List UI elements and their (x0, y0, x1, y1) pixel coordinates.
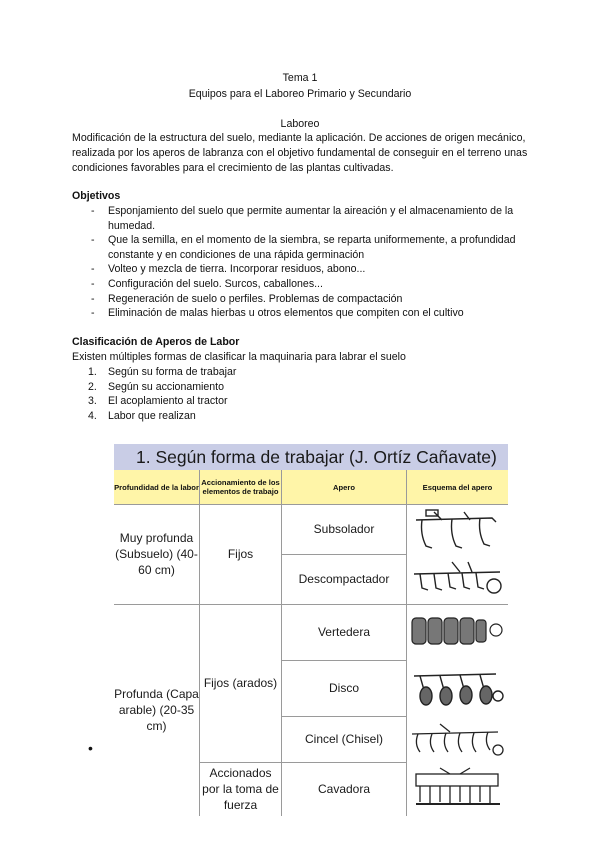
implement-disc: Disco (328, 681, 359, 695)
list-item: - Esponjamiento del suelo que permite aumentar la aireación y el almacenamiento de la humedad. (72, 204, 532, 233)
header-scheme: Esquema del apero (407, 470, 508, 504)
chisel-plough-sketch-icon (410, 720, 506, 760)
implement-subsoiler: Subsolador (313, 522, 375, 536)
implement-moldboard: Vertedera (317, 625, 371, 639)
implement-spader: Cavadora (317, 782, 371, 796)
list-item: - Regeneración de suelo o perfiles. Problemas de compactación (72, 292, 532, 307)
implement-decompactor: Descompactador (298, 572, 390, 586)
topic-number: Tema 1 (282, 72, 318, 84)
item-text: Labor que realizan (108, 409, 196, 422)
document-title: Equipos para el Laboreo Primario y Secundario (188, 88, 412, 100)
classification-list (72, 365, 236, 423)
section-title: Laboreo (280, 118, 320, 130)
moldboard-plough-sketch-icon (410, 610, 506, 654)
classification-heading: Clasificación de Aperos de Labor (72, 336, 240, 348)
implement-classification-figure (114, 444, 508, 816)
list-item (72, 409, 236, 424)
header-actuation: Accionamiento de los elementos de trabajo (200, 470, 281, 504)
item-number: 1. (88, 366, 97, 378)
list-item: - Que la semilla, en el momento de la siembra, se reparta uniformemente, a profundidad constante y en condiciones de una rápida germinación (72, 233, 532, 262)
spader-sketch-icon (410, 766, 506, 812)
list-item: - Eliminación de malas hierbas u otros elementos que compiten con el cultivo (72, 306, 532, 321)
list-item (72, 380, 236, 395)
objectives-list (72, 204, 532, 321)
disc-plough-sketch-icon (410, 666, 506, 710)
figure-title: 1. Según forma de trabajar (J. Ortíz Cañavate) (114, 444, 508, 470)
item-number: 4. (88, 409, 97, 422)
item-text: El acoplamiento al tractor (108, 395, 228, 408)
list-item (72, 394, 236, 409)
depth-deep: Profunda (Capa arable) (20-35 cm) (114, 687, 199, 733)
item-text: Según su accionamiento (108, 380, 225, 393)
intro-paragraph: Modificación de la estructura del suelo, mediante la aplicación. De acciones de origen mecánico, realizada por los aperos de labranza con el objetivo fundamental de conseguir en el terreno unas condiciones favorables para el crecimiento de las plantas cultivadas. (72, 132, 528, 174)
item-text: Según su forma de trabajar (108, 366, 237, 378)
decompactor-sketch-icon (412, 558, 504, 600)
depth-very-deep: Muy profunda (Subsuelo) (40-60 cm) (115, 531, 198, 577)
bullet-marker: • (88, 740, 93, 756)
list-item (72, 365, 236, 380)
header-depth: Profundidad de la labor (114, 470, 199, 504)
classification-intro: Existen múltiples formas de clasificar la maquinaria para labrar el suelo (72, 351, 406, 363)
item-number: 3. (88, 395, 97, 408)
implement-chisel: Cincel (Chisel) (304, 732, 384, 746)
list-item: - Volteo y mezcla de tierra. Incorporar residuos, abono... (72, 262, 532, 277)
actuation-fixed-ploughs: Fijos (arados) (203, 676, 278, 690)
item-number: 2. (88, 380, 97, 393)
header-implement: Apero (282, 470, 406, 504)
actuation-pto: Accionados por la toma de fuerza (202, 766, 279, 812)
actuation-fixed: Fijos (227, 547, 254, 561)
subsoiler-sketch-icon (412, 508, 504, 552)
grid-line (406, 470, 407, 816)
objectives-heading: Objetivos (72, 190, 121, 202)
list-item: - Configuración del suelo. Surcos, caballones... (72, 277, 532, 292)
